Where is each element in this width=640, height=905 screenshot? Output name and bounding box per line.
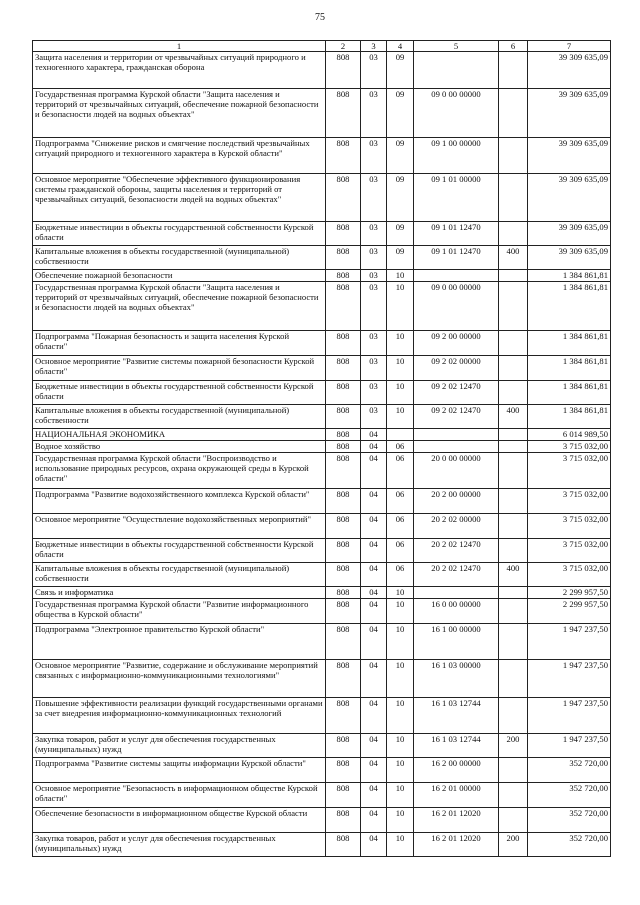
row-subsection: 06 — [387, 489, 414, 514]
row-subsection: 10 — [387, 356, 414, 381]
row-section: 03 — [361, 89, 387, 138]
row-expense-type — [499, 660, 528, 698]
row-amount: 1 384 861,81 — [528, 381, 611, 405]
row-amount: 1 947 237,50 — [528, 698, 611, 734]
row-name: Капитальные вложения в объекты государственной (муниципальной) собственности — [33, 405, 326, 429]
table-row — [33, 833, 611, 857]
row-admin-code: 808 — [326, 222, 361, 246]
row-subsection: 09 — [387, 52, 414, 89]
table-row — [33, 587, 611, 599]
row-target-code — [414, 429, 499, 441]
row-expense-type: 200 — [499, 734, 528, 758]
row-section: 04 — [361, 514, 387, 539]
row-expense-type — [499, 441, 528, 453]
row-target-code: 09 2 02 00000 — [414, 356, 499, 381]
row-subsection: 09 — [387, 174, 414, 222]
row-name: Бюджетные инвестиции в объекты государственной собственности Курской области — [33, 539, 326, 563]
row-subsection: 06 — [387, 453, 414, 489]
row-subsection: 10 — [387, 758, 414, 783]
row-amount: 39 309 635,09 — [528, 138, 611, 174]
row-target-code: 20 2 02 00000 — [414, 514, 499, 539]
row-amount: 39 309 635,09 — [528, 52, 611, 89]
row-admin-code: 808 — [326, 282, 361, 331]
row-amount: 39 309 635,09 — [528, 246, 611, 270]
row-admin-code: 808 — [326, 660, 361, 698]
row-subsection: 10 — [387, 599, 414, 624]
row-section: 04 — [361, 660, 387, 698]
row-expense-type — [499, 624, 528, 660]
row-amount: 1 947 237,50 — [528, 660, 611, 698]
row-admin-code: 808 — [326, 734, 361, 758]
row-section: 03 — [361, 222, 387, 246]
row-section: 03 — [361, 174, 387, 222]
row-admin-code: 808 — [326, 808, 361, 833]
row-expense-type: 400 — [499, 405, 528, 429]
row-amount: 2 299 957,50 — [528, 599, 611, 624]
row-target-code: 16 2 01 00000 — [414, 783, 499, 808]
row-expense-type — [499, 453, 528, 489]
row-expense-type — [499, 758, 528, 783]
row-expense-type — [499, 282, 528, 331]
row-expense-type — [499, 514, 528, 539]
row-admin-code: 808 — [326, 429, 361, 441]
row-admin-code: 808 — [326, 331, 361, 356]
row-expense-type — [499, 808, 528, 833]
row-target-code — [414, 441, 499, 453]
row-subsection: 09 — [387, 222, 414, 246]
row-name: Государственная программа Курской области "Воспроизводство и использование природных ресурсов, охрана окружающей среды в Курской области" — [33, 453, 326, 489]
row-name: Капитальные вложения в объекты государственной (муниципальной) собственности — [33, 246, 326, 270]
row-target-code: 16 2 01 12020 — [414, 808, 499, 833]
row-admin-code: 808 — [326, 89, 361, 138]
row-name: Повышение эффективности реализации функций государственными органами за счет внедрения информационно-коммуникационных технологий — [33, 698, 326, 734]
row-expense-type — [499, 489, 528, 514]
row-subsection: 06 — [387, 563, 414, 587]
row-section: 03 — [361, 282, 387, 331]
row-subsection — [387, 429, 414, 441]
row-expense-type — [499, 429, 528, 441]
row-amount: 352 720,00 — [528, 808, 611, 833]
table-row — [33, 282, 611, 331]
row-target-code: 16 1 03 12744 — [414, 698, 499, 734]
row-subsection: 10 — [387, 660, 414, 698]
row-amount: 352 720,00 — [528, 758, 611, 783]
row-admin-code: 808 — [326, 453, 361, 489]
row-amount: 1 947 237,50 — [528, 624, 611, 660]
row-section: 03 — [361, 331, 387, 356]
row-section: 04 — [361, 734, 387, 758]
row-subsection: 06 — [387, 514, 414, 539]
row-name: Государственная программа Курской области "Развитие информационного общества в Курской области" — [33, 599, 326, 624]
row-subsection: 10 — [387, 734, 414, 758]
row-section: 04 — [361, 808, 387, 833]
row-name: Государственная программа Курской области "Защита населения и территорий от чрезвычайных ситуаций, обеспечение пожарной безопасности и безопасности людей на водных объектах" — [33, 282, 326, 331]
table-row — [33, 52, 611, 89]
column-header: 7 — [528, 41, 611, 52]
column-header: 4 — [387, 41, 414, 52]
table-row — [33, 453, 611, 489]
row-subsection: 10 — [387, 624, 414, 660]
row-admin-code: 808 — [326, 270, 361, 282]
row-amount: 39 309 635,09 — [528, 222, 611, 246]
row-amount: 1 384 861,81 — [528, 356, 611, 381]
row-name: Подпрограмма "Снижение рисков и смягчение последствий чрезвычайных ситуаций природного и техногенного характера в Курской области" — [33, 138, 326, 174]
row-amount: 3 715 032,00 — [528, 539, 611, 563]
row-section: 04 — [361, 624, 387, 660]
row-amount: 3 715 032,00 — [528, 453, 611, 489]
row-section: 04 — [361, 587, 387, 599]
row-subsection: 09 — [387, 138, 414, 174]
row-name: Подпрограмма "Развитие водохозяйственного комплекса Курской области" — [33, 489, 326, 514]
row-target-code: 16 2 00 00000 — [414, 758, 499, 783]
row-name: Подпрограмма "Электронное правительство Курской области" — [33, 624, 326, 660]
table-row — [33, 429, 611, 441]
row-amount: 1 384 861,81 — [528, 405, 611, 429]
row-target-code: 09 1 01 12470 — [414, 222, 499, 246]
row-subsection: 10 — [387, 331, 414, 356]
row-section: 04 — [361, 429, 387, 441]
column-header: 6 — [499, 41, 528, 52]
row-admin-code: 808 — [326, 783, 361, 808]
row-expense-type — [499, 587, 528, 599]
row-amount: 1 384 861,81 — [528, 331, 611, 356]
row-expense-type — [499, 539, 528, 563]
row-subsection: 10 — [387, 783, 414, 808]
column-header: 1 — [33, 41, 326, 52]
row-admin-code: 808 — [326, 624, 361, 660]
row-section: 04 — [361, 441, 387, 453]
row-name: Обеспечение пожарной безопасности — [33, 270, 326, 282]
row-target-code: 16 0 00 00000 — [414, 599, 499, 624]
table-row — [33, 514, 611, 539]
row-subsection: 09 — [387, 246, 414, 270]
row-admin-code: 808 — [326, 381, 361, 405]
row-name: Подпрограмма "Развитие системы защиты информации Курской области" — [33, 758, 326, 783]
row-expense-type — [499, 270, 528, 282]
row-expense-type — [499, 174, 528, 222]
row-subsection: 10 — [387, 270, 414, 282]
row-target-code: 20 2 02 12470 — [414, 539, 499, 563]
row-admin-code: 808 — [326, 405, 361, 429]
table-row — [33, 222, 611, 246]
row-expense-type: 400 — [499, 246, 528, 270]
row-admin-code: 808 — [326, 246, 361, 270]
row-amount: 3 715 032,00 — [528, 563, 611, 587]
row-target-code: 09 1 00 00000 — [414, 138, 499, 174]
row-admin-code: 808 — [326, 599, 361, 624]
row-admin-code: 808 — [326, 356, 361, 381]
table-row — [33, 405, 611, 429]
table-row — [33, 734, 611, 758]
row-name: Основное мероприятие "Безопасность в информационном обществе Курской области" — [33, 783, 326, 808]
table-row — [33, 624, 611, 660]
row-amount: 3 715 032,00 — [528, 514, 611, 539]
row-expense-type — [499, 783, 528, 808]
row-admin-code: 808 — [326, 52, 361, 89]
row-section: 04 — [361, 539, 387, 563]
row-amount: 1 384 861,81 — [528, 270, 611, 282]
row-admin-code: 808 — [326, 758, 361, 783]
row-admin-code: 808 — [326, 539, 361, 563]
row-amount: 6 014 989,50 — [528, 429, 611, 441]
row-admin-code: 808 — [326, 489, 361, 514]
row-expense-type: 400 — [499, 563, 528, 587]
budget-table — [32, 40, 611, 857]
row-admin-code: 808 — [326, 587, 361, 599]
table-row — [33, 539, 611, 563]
row-admin-code: 808 — [326, 514, 361, 539]
row-admin-code: 808 — [326, 698, 361, 734]
row-admin-code: 808 — [326, 138, 361, 174]
row-admin-code: 808 — [326, 833, 361, 857]
row-section: 04 — [361, 453, 387, 489]
table-row — [33, 89, 611, 138]
row-section: 03 — [361, 381, 387, 405]
table-row — [33, 381, 611, 405]
table-row — [33, 138, 611, 174]
row-subsection: 06 — [387, 441, 414, 453]
row-section: 04 — [361, 599, 387, 624]
table-row — [33, 356, 611, 381]
row-section: 03 — [361, 356, 387, 381]
row-target-code: 09 2 02 12470 — [414, 405, 499, 429]
row-name: Закупка товаров, работ и услуг для обеспечения государственных (муниципальных) нужд — [33, 833, 326, 857]
table-row — [33, 174, 611, 222]
row-amount: 1 947 237,50 — [528, 734, 611, 758]
row-name: Защита населения и территории от чрезвычайных ситуаций природного и техногенного характера, гражданская оборона — [33, 52, 326, 89]
row-name: Закупка товаров, работ и услуг для обеспечения государственных (муниципальных) нужд — [33, 734, 326, 758]
row-expense-type — [499, 599, 528, 624]
row-subsection: 10 — [387, 587, 414, 599]
row-amount: 1 384 861,81 — [528, 282, 611, 331]
row-expense-type — [499, 52, 528, 89]
row-subsection: 09 — [387, 89, 414, 138]
row-expense-type — [499, 381, 528, 405]
row-target-code: 09 0 00 00000 — [414, 89, 499, 138]
row-name: Основное мероприятие "Обеспечение эффективного функционирования системы гражданской обороны, защиты населения и территорий от чрезвычайных ситуаций, безопасности людей на водных объектах" — [33, 174, 326, 222]
table-row — [33, 270, 611, 282]
row-name: Основное мероприятие "Осуществление водохозяйственных мероприятий" — [33, 514, 326, 539]
row-subsection: 10 — [387, 282, 414, 331]
table-header-row — [33, 41, 611, 52]
row-target-code: 20 2 02 12470 — [414, 563, 499, 587]
table-row — [33, 660, 611, 698]
row-section: 03 — [361, 138, 387, 174]
row-subsection: 10 — [387, 405, 414, 429]
row-target-code: 09 1 01 12470 — [414, 246, 499, 270]
row-section: 03 — [361, 246, 387, 270]
row-section: 04 — [361, 489, 387, 514]
row-subsection: 10 — [387, 698, 414, 734]
table-row — [33, 331, 611, 356]
row-section: 04 — [361, 698, 387, 734]
row-amount: 352 720,00 — [528, 783, 611, 808]
table-row — [33, 563, 611, 587]
row-admin-code: 808 — [326, 441, 361, 453]
row-expense-type — [499, 331, 528, 356]
row-section: 04 — [361, 783, 387, 808]
row-admin-code: 808 — [326, 174, 361, 222]
row-admin-code: 808 — [326, 563, 361, 587]
row-subsection: 10 — [387, 833, 414, 857]
row-target-code: 16 1 03 00000 — [414, 660, 499, 698]
row-target-code: 16 1 03 12744 — [414, 734, 499, 758]
row-amount: 352 720,00 — [528, 833, 611, 857]
row-amount: 39 309 635,09 — [528, 174, 611, 222]
row-name: Бюджетные инвестиции в объекты государственной собственности Курской области — [33, 381, 326, 405]
row-target-code — [414, 587, 499, 599]
row-subsection: 06 — [387, 539, 414, 563]
row-amount: 2 299 957,50 — [528, 587, 611, 599]
column-header: 2 — [326, 41, 361, 52]
row-section: 04 — [361, 563, 387, 587]
row-target-code: 20 2 00 00000 — [414, 489, 499, 514]
row-subsection: 10 — [387, 808, 414, 833]
row-name: Капитальные вложения в объекты государственной (муниципальной) собственности — [33, 563, 326, 587]
row-amount: 3 715 032,00 — [528, 441, 611, 453]
column-header: 5 — [414, 41, 499, 52]
row-target-code: 09 1 01 00000 — [414, 174, 499, 222]
table-row — [33, 599, 611, 624]
row-expense-type — [499, 138, 528, 174]
row-expense-type — [499, 89, 528, 138]
table-row — [33, 783, 611, 808]
row-target-code — [414, 52, 499, 89]
table-body — [33, 52, 611, 857]
table-row — [33, 808, 611, 833]
row-target-code: 09 2 02 12470 — [414, 381, 499, 405]
row-section: 04 — [361, 833, 387, 857]
row-expense-type — [499, 356, 528, 381]
row-amount: 3 715 032,00 — [528, 489, 611, 514]
row-expense-type — [499, 698, 528, 734]
row-expense-type — [499, 222, 528, 246]
row-name: Связь и информатика — [33, 587, 326, 599]
table-row — [33, 758, 611, 783]
row-target-code: 16 1 00 00000 — [414, 624, 499, 660]
row-name: Государственная программа Курской области "Защита населения и территорий от чрезвычайных ситуаций, обеспечение пожарной безопасности и безопасности людей на водных объектах" — [33, 89, 326, 138]
table-row — [33, 489, 611, 514]
column-header: 3 — [361, 41, 387, 52]
row-name: Основное мероприятие "Развитие системы пожарной безопасности Курской области" — [33, 356, 326, 381]
row-section: 03 — [361, 270, 387, 282]
row-name: НАЦИОНАЛЬНАЯ ЭКОНОМИКА — [33, 429, 326, 441]
row-name: Основное мероприятие "Развитие, содержание и обслуживание мероприятий связанных с информационно-коммуникационными технологиями" — [33, 660, 326, 698]
row-target-code — [414, 270, 499, 282]
row-target-code: 09 0 00 00000 — [414, 282, 499, 331]
row-expense-type: 200 — [499, 833, 528, 857]
table-row — [33, 441, 611, 453]
row-section: 04 — [361, 758, 387, 783]
table-row — [33, 698, 611, 734]
row-target-code: 09 2 00 00000 — [414, 331, 499, 356]
row-name: Подпрограмма "Пожарная безопасность и защита населения Курской области" — [33, 331, 326, 356]
table-row — [33, 246, 611, 270]
row-subsection: 10 — [387, 381, 414, 405]
row-target-code: 16 2 01 12020 — [414, 833, 499, 857]
row-section: 03 — [361, 405, 387, 429]
row-section: 03 — [361, 52, 387, 89]
row-name: Бюджетные инвестиции в объекты государственной собственности Курской области — [33, 222, 326, 246]
row-name: Обеспечение безопасности в информационном обществе Курской области — [33, 808, 326, 833]
row-amount: 39 309 635,09 — [528, 89, 611, 138]
row-target-code: 20 0 00 00000 — [414, 453, 499, 489]
row-name: Водное хозяйство — [33, 441, 326, 453]
page-number: 75 — [315, 12, 325, 23]
